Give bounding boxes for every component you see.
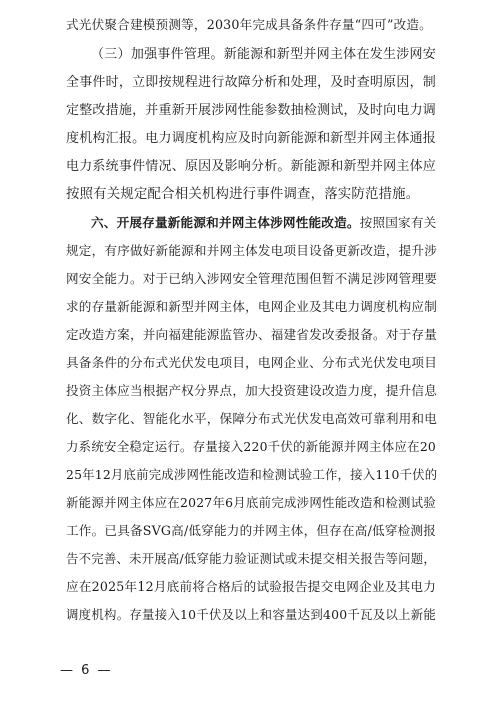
text-line: 具备条件的分布式光伏发电项目，电网企业、分布式光伏发电项目 <box>66 355 438 370</box>
text-line: 化、数字化、智能化水平，保障分布式光伏发电高效可靠利用和电 <box>66 411 438 426</box>
text-line: 全事件时，立即按规程进行故障分析和处理，及时查明原因，制 <box>66 75 436 90</box>
text-line: 25年12月底前完成涉网性能改造和检测试验工作，接入110千伏的 <box>66 467 438 482</box>
text-line: 网安全能力。对于已纳入涉网安全管理范围但暂不满足涉网管理要 <box>66 271 438 286</box>
text-line: 电力系统事件情况、原因及影响分析。新能源和新型并网主体应 <box>66 159 436 174</box>
text-line: 调度机构。存量接入10千伏及以上和容量达到400千瓦及以上新能 <box>66 607 436 622</box>
text-line: 度机构汇报。电力调度机构应及时向新能源和新型并网主体通报 <box>66 131 436 146</box>
text-line: 按照有关规定配合相关机构进行事件调查，落实防范措施。 <box>66 187 420 202</box>
text-line: 告不完善、未开展高/低穿能力验证测试或未提交相关报告等问题， <box>66 551 436 566</box>
section-heading: 六、开展存量新能源和并网主体涉网性能改造。 <box>91 215 360 230</box>
text-line: 定改造方案，并向福建能源监管办、福建省发改委报备。对于存量 <box>66 327 438 342</box>
text-line: 投资主体应当根据产权分界点，加大投资建设改造力度，提升信息 <box>66 383 438 398</box>
text-line: 力系统安全稳定运行。存量接入220千伏的新能源并网主体应在20 <box>66 439 436 454</box>
text-line: 式光伏聚合建模预测等，2030年完成具备条件存量“四可”改造。 <box>66 17 432 32</box>
page-number: — 6 — <box>60 663 113 678</box>
text-line: 工作。已具备SVG高/低穿能力的并网主体，但存在高/低穿检测报 <box>66 523 436 538</box>
text-line: 新能源并网主体应在2027年6月底前完成涉网性能改造和检测试验 <box>66 495 436 510</box>
text-span: 按照国家有关 <box>359 215 437 230</box>
text-line: 应在2025年12月底前将合格后的试验报告提交电网企业及其电力 <box>66 579 436 594</box>
text-line: （三）加强事件管理。新能源和新型并网主体在发生涉网安 <box>91 47 436 62</box>
text-line: 定整改措施，并重新开展涉网性能参数抽检测试，及时向电力调 <box>66 103 436 118</box>
section-heading-line <box>91 213 436 233</box>
text-line: 求的存量新能源和新型并网主体，电网企业及其电力调度机构应制 <box>66 299 438 314</box>
text-line: 规定，有序做好新能源和并网主体发电项目设备更新改造，提升涉 <box>66 243 438 258</box>
